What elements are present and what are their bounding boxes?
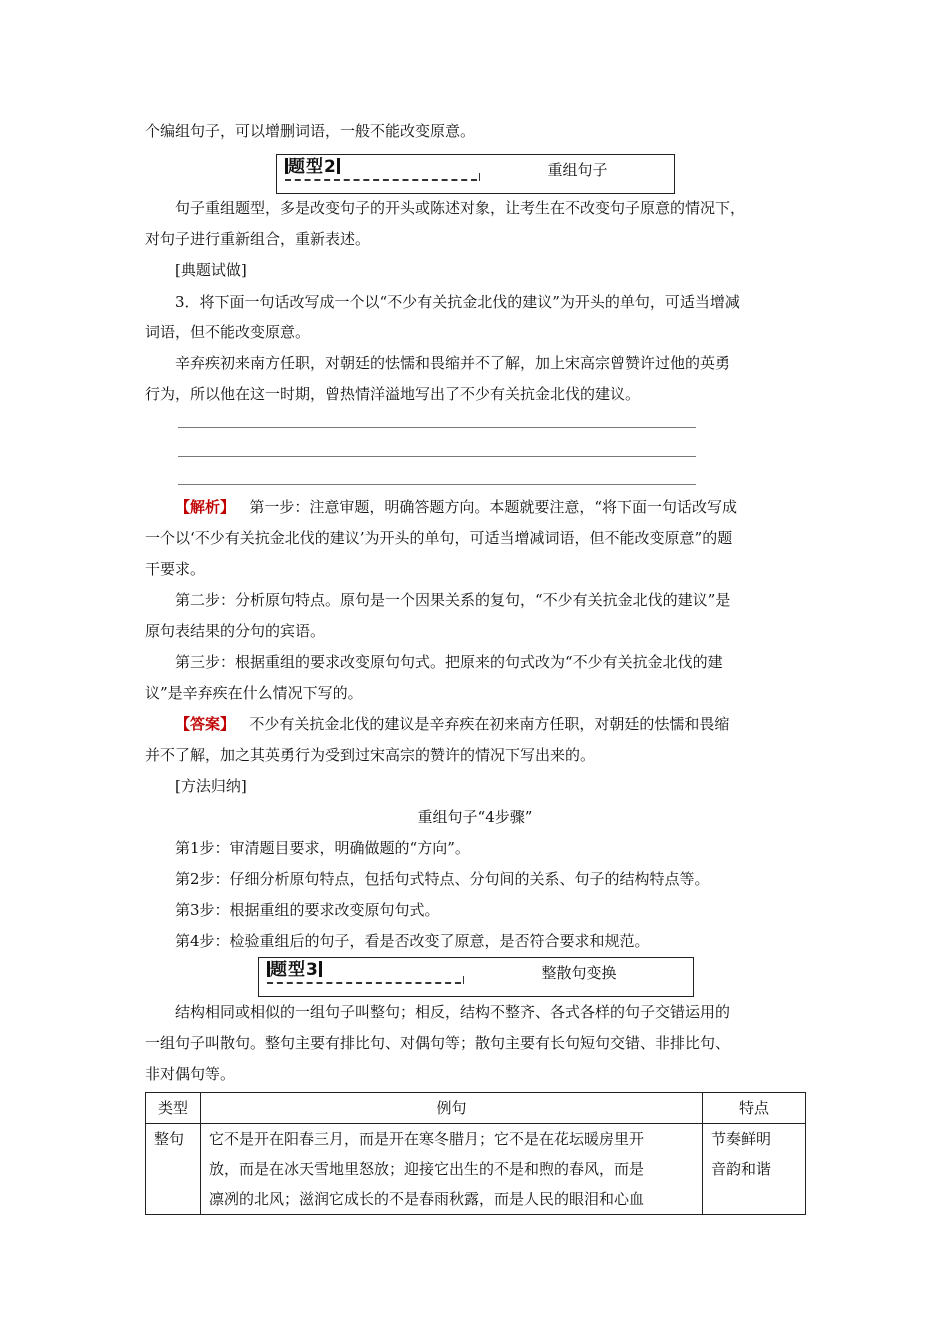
intro-paragraph: 非对偶句等。 — [145, 1065, 236, 1083]
intro-paragraph: 一组句子叫散句。整句主要有排比句、对偶句等；散句主要有长句短句交错、非排比句、 — [145, 1034, 731, 1052]
table-row — [146, 1124, 806, 1215]
analysis-step-3: 议”是辛弃疾在什么情况下写的。 — [145, 684, 363, 702]
answer-blank-line[interactable] — [178, 456, 696, 457]
paragraph-continuation: 个编组句子，可以增删词语，一般不能改变原意。 — [145, 122, 476, 140]
question-type-box-2 — [276, 154, 675, 194]
question-3: 3．将下面一句话改写成一个以“不少有关抗金北伐的建议”为开头的单句，可适当增减 — [175, 293, 740, 311]
analysis-paragraph: 【解析】 第一步：注意审题，明确答题方向。本题就要注意，“将下面一句话改写成 — [175, 498, 737, 516]
question-type-label: 题型2 — [285, 157, 340, 177]
intro-paragraph: 结构相同或相似的一组句子叫整句；相反，结构不整齐、各式各样的句子交错运用的 — [175, 1003, 731, 1021]
table-cell-example: 它不是开在阳春三月，而是开在寒冬腊月；它不是在花坛暖房里开 放，而是在冰天雪地里怒放；迎接它出生的不是和煦的春风，而是 凛冽的北风；滋润它成长的不是春雨秋露，而是人民的眼泪和心血 — [201, 1124, 703, 1215]
section-heading-example: [典题试做] — [175, 261, 247, 279]
method-step: 第2步：仔细分析原句特点，包括句式特点、分句间的关系、句子的结构特点等。 — [175, 870, 710, 888]
answer-blank-line[interactable] — [178, 484, 696, 485]
method-step: 第4步：检验重组后的句子，看是否改变了原意，是否符合要求和规范。 — [175, 932, 650, 950]
analysis-step-3: 第三步：根据重组的要求改变原句句式。把原来的句式改为“不少有关抗金北伐的建 — [175, 653, 723, 671]
answer-tag: 【答案】 — [175, 715, 236, 733]
analysis-tag: 【解析】 — [175, 498, 236, 516]
analysis-step-2: 原句表结果的分句的宾语。 — [145, 622, 326, 640]
question-type-title: 整散句变换 — [541, 964, 617, 982]
question-type-box-3 — [258, 957, 694, 997]
analysis-paragraph: 干要求。 — [145, 560, 206, 578]
question-source-text: 辛弃疾初来南方任职，对朝廷的怯懦和畏缩并不了解，加上宋高宗曾赞许过他的英勇 — [175, 354, 731, 372]
analysis-step-2: 第二步：分析原句特点。原句是一个因果关系的复句，“不少有关抗金北伐的建议”是 — [175, 591, 731, 609]
question-type-title: 重组句子 — [547, 161, 608, 179]
table-header: 例句 — [201, 1093, 703, 1124]
question-source-text: 行为，所以他在这一时期，曾热情洋溢地写出了不少有关抗金北伐的建议。 — [145, 385, 641, 403]
answer-blank-line[interactable] — [178, 427, 696, 428]
method-step: 第3步：根据重组的要求改变原句句式。 — [175, 901, 440, 919]
table-header: 特点 — [703, 1093, 806, 1124]
dashed-underline — [267, 982, 461, 984]
question-3: 词语，但不能改变原意。 — [145, 323, 311, 341]
table-header: 类型 — [146, 1093, 201, 1124]
table-cell-feature: 节奏鲜明 音韵和谐 — [703, 1124, 806, 1215]
intro-paragraph: 对句子进行重新组合，重新表述。 — [145, 230, 371, 248]
question-type-label: 题型3 — [267, 960, 322, 980]
answer-paragraph: 并不了解，加之其英勇行为受到过宋高宗的赞许的情况下写出来的。 — [145, 746, 596, 764]
sentence-types-table — [145, 1092, 806, 1215]
section-heading-method: [方法归纳] — [175, 777, 247, 795]
table-cell-type: 整句 — [146, 1124, 201, 1215]
analysis-paragraph: 一个以‘不少有关抗金北伐的建议’为开头的单句，可适当增减词语，但不能改变原意”的题 — [145, 529, 733, 547]
intro-paragraph: 句子重组题型，多是改变句子的开头或陈述对象，让考生在不改变句子原意的情况下， — [175, 199, 746, 217]
method-title: 重组句子“4步骤” — [417, 808, 533, 826]
method-step: 第1步：审清题目要求，明确做题的“方向”。 — [175, 839, 470, 857]
answer-paragraph: 【答案】 不少有关抗金北伐的建议是辛弃疾在初来南方任职，对朝廷的怯懦和畏缩 — [175, 715, 730, 733]
dashed-underline — [285, 179, 477, 181]
table-header-row — [146, 1093, 806, 1124]
